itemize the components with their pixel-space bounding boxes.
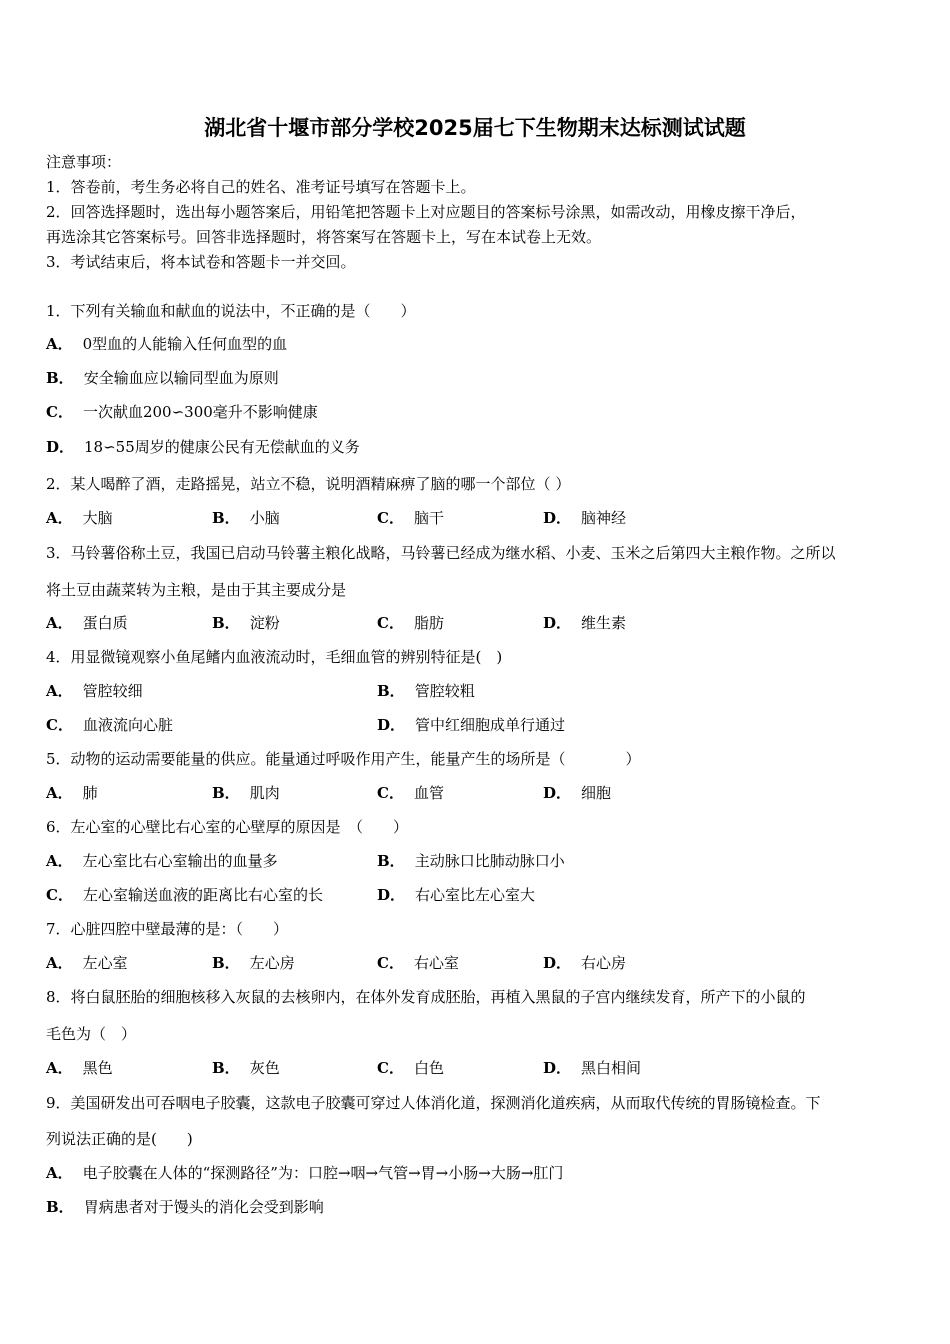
option-letter: A．: [46, 509, 73, 527]
option-text: 管腔较细: [82, 682, 143, 700]
option-letter: B．: [46, 1198, 74, 1216]
option-letter: B．: [212, 509, 240, 527]
option-text: 血液流向心脏: [82, 716, 173, 734]
option-letter: A．: [46, 682, 73, 700]
option-letter: A．: [46, 784, 73, 802]
question-stem: 9．美国研发出可吞咽电子胶囊，这款电子胶囊可穿过人体消化道，探测消化道疾病，从而取代传统的胃肠镜检查。下: [46, 1094, 821, 1112]
option-text: 蛋白质: [82, 614, 128, 632]
option-text: 一次献血200∽300毫升不影响健康: [82, 403, 318, 421]
option-text: 左心室输送血液的距离比右心室的长: [82, 886, 323, 904]
option-text: 胃病患者对于馒头的消化会受到影响: [83, 1198, 324, 1216]
option-letter: D．: [543, 1059, 572, 1077]
question-stem: 4．用显微镜观察小鱼尾鳍内血液流动时，毛细血管的辨别特征是( ): [46, 648, 503, 666]
option-b: [46, 368, 279, 388]
option-text: 大脑: [82, 509, 113, 527]
option-text: 肌肉: [249, 784, 280, 802]
option-text: 肺: [82, 784, 98, 802]
option-c: [377, 953, 459, 973]
option-a: [46, 1058, 113, 1078]
option-a: [46, 613, 128, 633]
option-a: [46, 851, 278, 871]
option-letter: D．: [543, 954, 572, 972]
option-b: [46, 1197, 324, 1217]
option-c: [377, 613, 444, 633]
option-text: 黑白相间: [581, 1059, 642, 1077]
option-letter: A．: [46, 1164, 73, 1182]
option-letter: A．: [46, 335, 73, 353]
option-letter: C．: [377, 784, 404, 802]
notice-item: 1．答卷前，考生务必将自己的姓名、准考证号填写在答题卡上。: [46, 178, 476, 196]
option-c: [377, 1058, 444, 1078]
exam-title: 湖北省十堰市部分学校2025届七下生物期末达标测试试题: [204, 116, 746, 140]
option-letter: B．: [377, 682, 405, 700]
option-text: 血管: [413, 784, 444, 802]
option-letter: D．: [543, 784, 572, 802]
option-text: 白色: [413, 1059, 444, 1077]
option-letter: B．: [212, 784, 240, 802]
option-letter: C．: [46, 403, 73, 421]
option-c: [377, 508, 444, 528]
option-letter: C．: [377, 954, 404, 972]
option-text: 0型血的人能输入任何血型的血: [82, 335, 288, 353]
option-d: [543, 613, 626, 633]
question-stem: 1．下列有关输血和献血的说法中，不正确的是（ ）: [46, 302, 416, 320]
option-text: 脑神经: [581, 509, 627, 527]
option-text: 黑色: [82, 1059, 113, 1077]
option-letter: D．: [543, 614, 572, 632]
option-letter: B．: [377, 852, 405, 870]
option-letter: B．: [212, 954, 240, 972]
option-a: [46, 1163, 563, 1183]
question-stem-cont: 列说法正确的是( ): [46, 1130, 193, 1148]
option-text: 右心室: [413, 954, 459, 972]
option-letter: A．: [46, 852, 73, 870]
notice-heading: 注意事项：: [46, 153, 122, 171]
option-text: 脑干: [413, 509, 444, 527]
option-d: [543, 1058, 641, 1078]
option-text: 安全输血应以输同型血为原则: [83, 369, 279, 387]
option-d: [543, 953, 626, 973]
question-stem: 6．左心室的心壁比右心室的心壁厚的原因是 （ ）: [46, 818, 409, 836]
option-b: [377, 851, 565, 871]
option-letter: D．: [377, 716, 406, 734]
question-stem: 2．某人喝醉了酒，走路摇晃，站立不稳，说明酒精麻痹了脑的哪一个部位（ ）: [46, 475, 571, 493]
option-d: [377, 715, 565, 735]
option-d: [377, 885, 535, 905]
option-letter: A．: [46, 1059, 73, 1077]
question-stem-cont: 毛色为（ ）: [46, 1025, 137, 1043]
option-letter: C．: [46, 716, 73, 734]
option-letter: C．: [377, 509, 404, 527]
option-a: [46, 953, 128, 973]
option-b: [212, 953, 295, 973]
question-stem: 5．动物的运动需要能量的供应。能量通过呼吸作用产生，能量产生的场所是（ ）: [46, 750, 641, 768]
option-text: 细胞: [581, 784, 612, 802]
option-a: [46, 681, 143, 701]
option-text: 主动脉口比肺动脉口小: [414, 852, 565, 870]
option-text: 淀粉: [249, 614, 280, 632]
option-c: [377, 783, 444, 803]
option-text: 维生素: [581, 614, 627, 632]
option-text: 管中红细胞成单行通过: [415, 716, 566, 734]
option-letter: B．: [46, 369, 74, 387]
option-d: [543, 508, 626, 528]
option-c: [46, 402, 318, 422]
option-letter: A．: [46, 614, 73, 632]
option-b: [212, 613, 280, 633]
option-b: [212, 783, 280, 803]
option-text: 右心房: [581, 954, 627, 972]
option-text: 左心房: [249, 954, 295, 972]
option-letter: C．: [377, 614, 404, 632]
option-letter: B．: [212, 1059, 240, 1077]
option-text: 管腔较粗: [414, 682, 475, 700]
option-text: 小脑: [249, 509, 280, 527]
option-letter: D．: [46, 438, 75, 456]
option-text: 右心室比左心室大: [415, 886, 536, 904]
option-letter: D．: [543, 509, 572, 527]
option-b: [212, 1058, 280, 1078]
option-a: [46, 508, 113, 528]
option-letter: C．: [46, 886, 73, 904]
option-text: 18∽55周岁的健康公民有无偿献血的义务: [84, 438, 360, 456]
option-text: 左心室比右心室输出的血量多: [82, 852, 278, 870]
option-text: 左心室: [82, 954, 128, 972]
option-letter: A．: [46, 954, 73, 972]
option-d: [46, 437, 360, 457]
question-stem: 3．马铃薯俗称土豆，我国已启动马铃薯主粮化战略，马铃薯已经成为继水稻、小麦、玉米之后第四大主粮作物。之所以: [46, 544, 836, 562]
notice-item: 3．考试结束后，将本试卷和答题卡一并交回。: [46, 253, 356, 271]
option-a: [46, 334, 287, 354]
notice-item: 再选涂其它答案标号。回答非选择题时，将答案写在答题卡上，写在本试卷上无效。: [46, 228, 602, 246]
option-d: [543, 783, 611, 803]
option-a: [46, 783, 98, 803]
option-text: 灰色: [249, 1059, 280, 1077]
option-b: [212, 508, 280, 528]
question-stem: 8．将白鼠胚胎的细胞核移入灰鼠的去核卵内，在体外发育成胚胎，再植入黑鼠的子宫内继续发育，所产下的小鼠的: [46, 988, 806, 1006]
option-letter: B．: [212, 614, 240, 632]
question-stem: 7．心脏四腔中壁最薄的是：（ ）: [46, 920, 289, 938]
option-c: [46, 715, 173, 735]
option-text: 电子胶囊在人体的“探测路径”为：口腔→咽→气管→胃→小肠→大肠→肛门: [82, 1164, 564, 1182]
option-text: 脂肪: [413, 614, 444, 632]
notice-item: 2．回答选择题时，选出每小题答案后，用铅笔把答题卡上对应题目的答案标号涂黑，如需改动，用橡皮擦干净后，: [46, 203, 806, 221]
option-letter: C．: [377, 1059, 404, 1077]
option-letter: D．: [377, 886, 406, 904]
option-b: [377, 681, 475, 701]
question-stem-cont: 将土豆由蔬菜转为主粮，是由于其主要成分是: [46, 581, 347, 599]
option-c: [46, 885, 323, 905]
